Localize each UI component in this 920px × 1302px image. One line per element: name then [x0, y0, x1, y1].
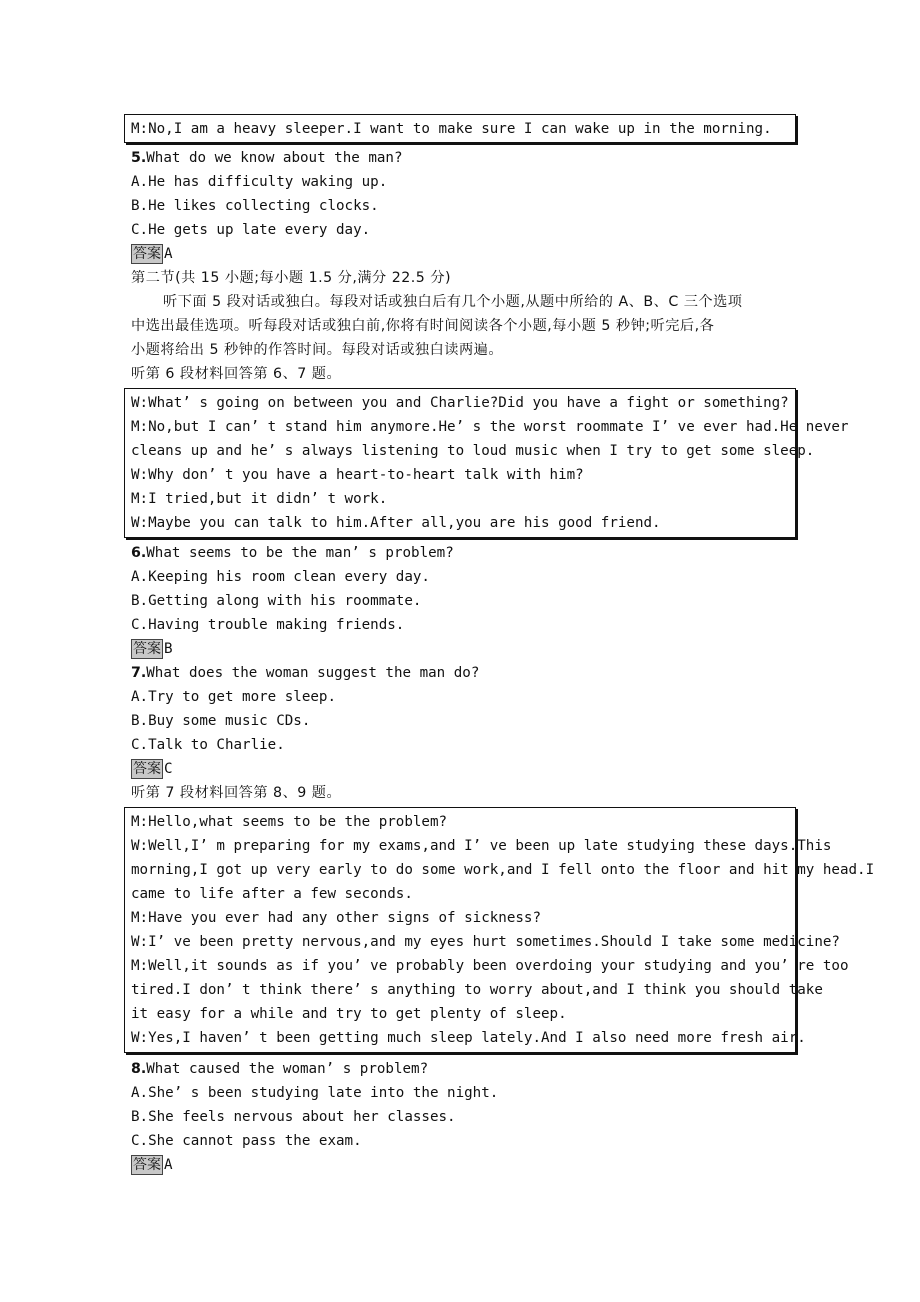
question-text: What seems to be the man’ s problem? — [146, 545, 454, 561]
question-7 — [131, 661, 479, 685]
dialog-line: M:No,I am a heavy sleeper.I want to make sure I can wake up in the morning. — [131, 121, 772, 137]
dialog-line: W:Why don’ t you have a heart-to-heart talk with him? — [131, 467, 584, 483]
option-c: C.Having trouble making friends. — [131, 617, 405, 633]
answer-row — [131, 242, 173, 266]
dialog-line: morning,I got up very early to do some work,and I fell onto the floor and hit my head.I — [131, 862, 875, 878]
answer-row — [131, 757, 173, 781]
option-b: B.He likes collecting clocks. — [131, 198, 379, 214]
question-text: What does the woman suggest the man do? — [146, 665, 480, 681]
dialog-line: W:Well,I’ m preparing for my exams,and I’ ve been up late studying these days.This — [131, 838, 832, 854]
dialog-box-prev — [124, 114, 796, 143]
dialog-line: M:Well,it sounds as if you’ ve probably been overdoing your studying and you’ re too — [131, 958, 849, 974]
dialog-line: M:Hello,what seems to be the problem? — [131, 814, 448, 830]
instruction-line: 中选出最佳选项。听每段对话或独白前,你将有时间阅读各个小题,每小题 5 秒钟;听完后,各 — [131, 318, 715, 334]
dialog-line: W:Yes,I haven’ t been getting much sleep lately.And I also need more fresh air. — [131, 1030, 806, 1046]
answer-value: A — [164, 1157, 173, 1173]
section-instructions — [131, 290, 791, 362]
option-b: B.Getting along with his roommate. — [131, 593, 422, 609]
dialog-line: it easy for a while and try to get plenty of sleep. — [131, 1006, 567, 1022]
material-heading: 听第 6 段材料回答第 6、7 题。 — [131, 366, 342, 382]
dialog-line: W:I’ ve been pretty nervous,and my eyes hurt sometimes.Should I take some medicine? — [131, 934, 840, 950]
option-b: B.Buy some music CDs. — [131, 713, 311, 729]
dialog-box-6 — [124, 388, 849, 538]
answer-value: A — [164, 246, 173, 262]
dialog-line: M:I tried,but it didn’ t work. — [131, 491, 388, 507]
answer-row — [131, 637, 173, 661]
answer-tag: 答案 — [133, 246, 161, 262]
answer-row — [131, 1153, 173, 1177]
question-number: 7. — [131, 665, 147, 681]
question-6 — [131, 541, 454, 565]
option-a: A.He has difficulty waking up. — [131, 174, 388, 190]
dialog-line: W:What’ s going on between you and Charlie?Did you have a fight or something? — [131, 395, 789, 411]
answer-value: C — [164, 761, 173, 777]
answer-value: B — [164, 641, 173, 657]
material-heading: 听第 7 段材料回答第 8、9 题。 — [131, 785, 342, 801]
dialog-box-7 — [124, 807, 875, 1053]
option-a: A.Keeping his room clean every day. — [131, 569, 430, 585]
question-5 — [131, 146, 403, 170]
answer-tag: 答案 — [133, 761, 161, 777]
option-a: A.Try to get more sleep. — [131, 689, 336, 705]
dialog-line: M:No,but I can’ t stand him anymore.He’ s the worst roommate I’ ve ever had.He never — [131, 419, 849, 435]
answer-tag: 答案 — [133, 1157, 161, 1173]
option-c: C.Talk to Charlie. — [131, 737, 285, 753]
question-number: 5. — [131, 150, 147, 166]
question-text: What do we know about the man? — [146, 150, 403, 166]
option-c: C.He gets up late every day. — [131, 222, 371, 238]
question-text: What caused the woman’ s problem? — [146, 1061, 429, 1077]
option-c: C.She cannot pass the exam. — [131, 1133, 362, 1149]
dialog-line: cleans up and he’ s always listening to loud music when I try to get some sleep. — [131, 443, 815, 459]
option-a: A.She’ s been studying late into the night. — [131, 1085, 499, 1101]
instruction-line: 小题将给出 5 秒钟的作答时间。每段对话或独白读两遍。 — [131, 342, 504, 358]
section-title: 第二节(共 15 小题;每小题 1.5 分,满分 22.5 分) — [131, 270, 452, 286]
instruction-line: 听下面 5 段对话或独白。每段对话或独白后有几个小题,从题中所给的 A、B、C 三个选项 — [163, 294, 743, 310]
dialog-line: M:Have you ever had any other signs of sickness? — [131, 910, 541, 926]
question-number: 6. — [131, 545, 147, 561]
question-8 — [131, 1057, 428, 1081]
option-b: B.She feels nervous about her classes. — [131, 1109, 456, 1125]
answer-tag: 答案 — [133, 641, 161, 657]
dialog-line: W:Maybe you can talk to him.After all,you are his good friend. — [131, 515, 661, 531]
dialog-line: tired.I don’ t think there’ s anything to worry about,and I think you should take — [131, 982, 823, 998]
question-number: 8. — [131, 1061, 147, 1077]
dialog-line: came to life after a few seconds. — [131, 886, 413, 902]
